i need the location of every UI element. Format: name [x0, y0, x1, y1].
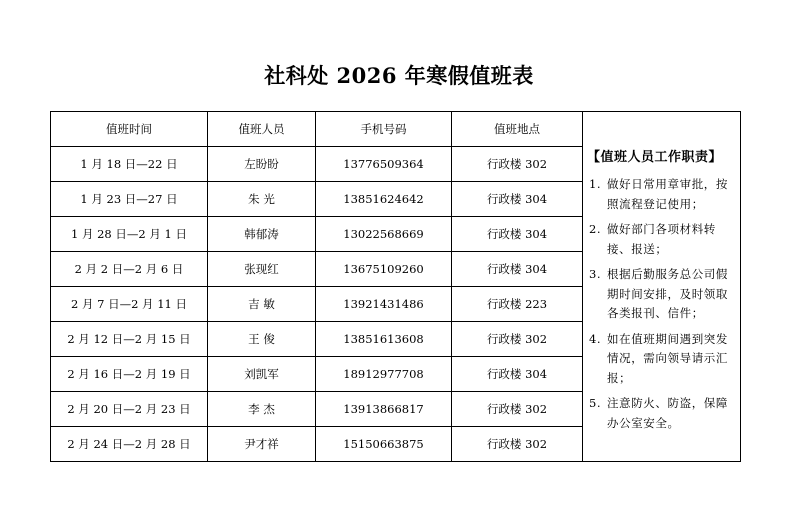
- phone-cell: 13913866817: [316, 392, 452, 427]
- location-cell: 行政楼 304: [452, 357, 583, 392]
- duty-schedule-table: [50, 111, 741, 462]
- duty-person-cell: 李 杰: [208, 392, 316, 427]
- duty-number: 1.: [589, 177, 602, 191]
- duty-person-cell: 王 俊: [208, 322, 316, 357]
- duty-time-cell: 2 月 16 日—2 月 19 日: [51, 357, 208, 392]
- location-cell: 行政楼 223: [452, 287, 583, 322]
- location-cell: 行政楼 304: [452, 217, 583, 252]
- duty-number: 2.: [589, 222, 602, 236]
- header-duty-time: 值班时间: [51, 112, 208, 147]
- location-cell: 行政楼 304: [452, 252, 583, 287]
- duty-person-cell: 尹才祥: [208, 427, 316, 462]
- duty-text: 根据后勤服务总公司假期时间安排，及时领取各类报刊、信件；: [607, 267, 728, 320]
- header-phone: 手机号码: [316, 112, 452, 147]
- duty-time-cell: 1 月 28 日—2 月 1 日: [51, 217, 208, 252]
- phone-cell: 13921431486: [316, 287, 452, 322]
- phone-cell: 13675109260: [316, 252, 452, 287]
- duty-person-cell: 吉 敏: [208, 287, 316, 322]
- phone-cell: 15150663875: [316, 427, 452, 462]
- duty-time-cell: 2 月 12 日—2 月 15 日: [51, 322, 208, 357]
- duty-item: [589, 175, 734, 214]
- location-cell: 行政楼 302: [452, 147, 583, 182]
- duty-person-cell: 左盼盼: [208, 147, 316, 182]
- duty-time-cell: 2 月 24 日—2 月 28 日: [51, 427, 208, 462]
- duty-time-cell: 2 月 7 日—2 月 11 日: [51, 287, 208, 322]
- header-location: 值班地点: [452, 112, 583, 147]
- duty-number: 5.: [589, 396, 602, 410]
- duties-title: 【值班人员工作职责】: [587, 150, 723, 165]
- duty-text: 注意防火、防盗，保障办公室安全。: [607, 396, 728, 430]
- duty-person-cell: 刘凯军: [208, 357, 316, 392]
- table-header-row: [51, 112, 741, 147]
- duty-person-cell: 张现红: [208, 252, 316, 287]
- duty-item: [589, 394, 734, 433]
- phone-cell: 13851613608: [316, 322, 452, 357]
- location-cell: 行政楼 304: [452, 182, 583, 217]
- duties-list: [583, 175, 740, 433]
- duty-person-cell: 韩郁涛: [208, 217, 316, 252]
- duty-text: 如在值班期间遇到突发情况，需向领导请示汇报；: [607, 331, 728, 385]
- duty-time-cell: 2 月 2 日—2 月 6 日: [51, 252, 208, 287]
- phone-cell: 13851624642: [316, 182, 452, 217]
- phone-cell: 18912977708: [316, 357, 452, 392]
- phone-cell: 13022568669: [316, 217, 452, 252]
- duty-item: [589, 330, 734, 389]
- duty-time-cell: 1 月 23 日—27 日: [51, 182, 208, 217]
- duty-text: 做好日常用章审批，按照流程登记使用；: [607, 177, 728, 211]
- duty-time-cell: 1 月 18 日—22 日: [51, 147, 208, 182]
- location-cell: 行政楼 302: [452, 427, 583, 462]
- location-cell: 行政楼 302: [452, 322, 583, 357]
- duty-item: [589, 265, 734, 324]
- duty-person-cell: 朱 光: [208, 182, 316, 217]
- duty-number: 3.: [589, 267, 602, 281]
- duty-item: [589, 220, 734, 259]
- duties-panel: [583, 112, 741, 462]
- phone-cell: 13776509364: [316, 147, 452, 182]
- header-duty-person: 值班人员: [208, 112, 316, 147]
- page-title: 社科处 2026 年寒假值班表: [264, 63, 534, 88]
- duty-text: 做好部门各项材料转接、报送；: [607, 222, 716, 256]
- location-cell: 行政楼 302: [452, 392, 583, 427]
- duty-time-cell: 2 月 20 日—2 月 23 日: [51, 392, 208, 427]
- duty-number: 4.: [589, 331, 602, 346]
